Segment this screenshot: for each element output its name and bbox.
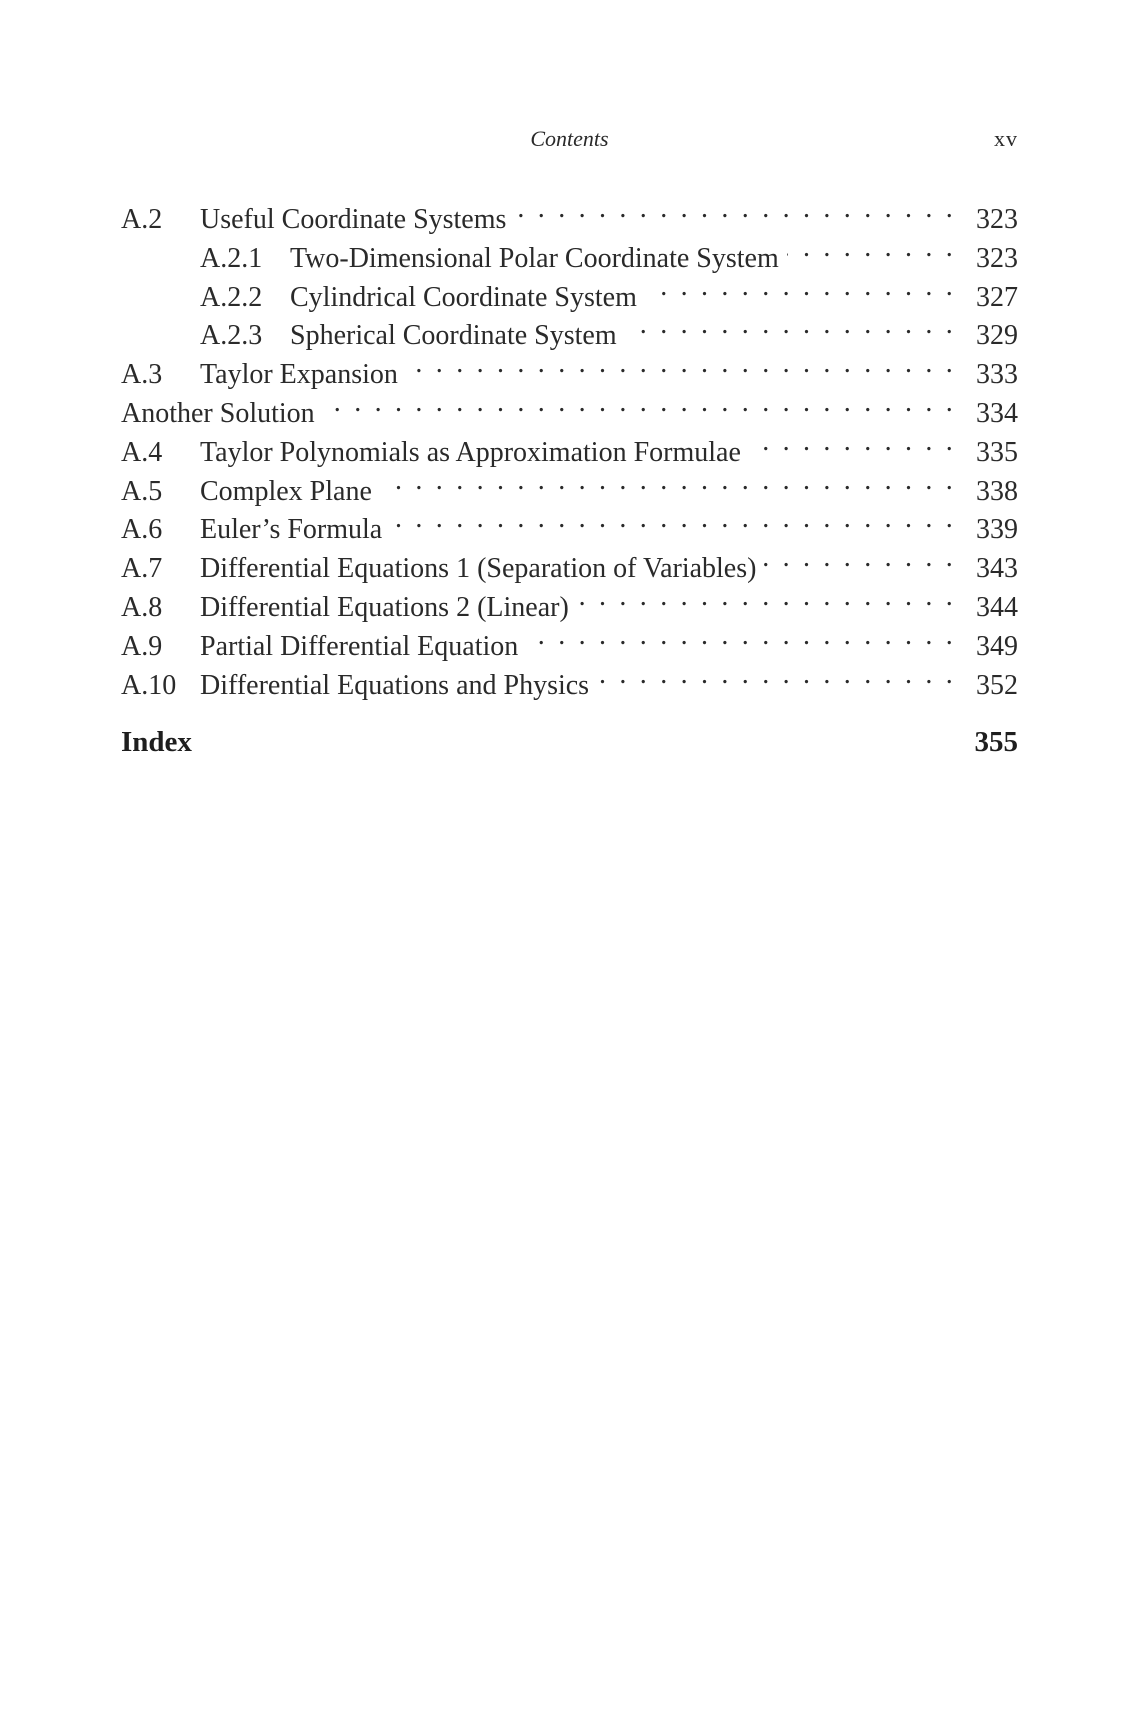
toc-entry-page: 323 [976,242,1018,274]
toc-entry-title: Differential Equations and Physics [200,669,590,701]
toc-entry-title: Partial Differential Equation [200,630,519,662]
dot-leader [323,384,956,422]
toc-entry-title: Cylindrical Coordinate System [290,281,637,313]
toc-entry-number: A.2.1 [200,242,263,274]
index-page: 355 [974,726,1018,758]
toc-entry-a9[interactable] [121,617,1018,662]
dot-leader [526,617,956,655]
toc-entry-a6[interactable] [121,500,1018,546]
toc-entry-a8[interactable] [121,578,1018,623]
toc-entry-a10[interactable] [121,656,1018,701]
dot-leader [406,345,956,383]
toc-entry-page: 349 [976,630,1018,662]
running-header [121,126,1018,158]
toc-entry-page: 339 [976,514,1018,546]
toc-entry-page: 333 [976,359,1018,391]
index-label: Index [121,726,192,758]
dot-leader [390,500,956,538]
toc-entry-a2-3[interactable] [121,306,1018,352]
dot-leader [380,462,956,500]
toc-entry-a7[interactable] [121,539,1018,585]
toc-entry-title: Differential Equations 2 (Linear) [200,591,569,623]
toc-entry-a5[interactable] [121,462,1018,507]
toc-entry-title: Euler’s Formula [200,514,383,546]
toc-entry-a4[interactable] [121,423,1018,468]
toc-entry-page: 327 [976,281,1018,313]
toc-entry-index[interactable] [121,726,1018,759]
toc-entry-title: Taylor Polynomials as Approximation Formulae [200,436,741,468]
toc-entry-a2[interactable] [121,190,1018,235]
toc-entry-page: 334 [976,397,1018,429]
toc-entry-title: Useful Coordinate Systems [200,204,507,235]
dot-leader [749,423,956,461]
toc-entry-title: Differential Equations 1 (Separation of Variables) [200,553,757,585]
toc-entry-page: 352 [976,669,1018,701]
toc-entry-number: A.9 [121,630,163,662]
dot-leader [645,268,956,306]
dot-leader [625,306,956,344]
running-header-title: Contents [530,126,609,151]
toc-entry-number: A.2.2 [200,281,263,313]
toc-entry-number: A.2 [121,204,163,235]
toc-entry-number: A.2.3 [200,320,263,352]
toc-entry-number: A.10 [121,669,177,701]
toc-entry-page: 323 [976,204,1018,235]
running-header-page-number: xv [994,126,1018,151]
toc-entry-title: Two-Dimensional Polar Coordinate System [290,242,779,274]
toc-entry-number: A.5 [121,475,163,507]
dot-leader [764,539,956,577]
toc-entry-number: A.3 [121,359,163,391]
dot-leader [597,656,956,694]
toc-entry-title: Complex Plane [200,475,372,507]
toc-entry-page: 329 [976,320,1018,352]
toc-entry-a3[interactable] [121,345,1018,391]
dot-leader [577,578,956,616]
toc-entry-number: A.6 [121,514,163,546]
toc-entry-page: 335 [976,436,1018,468]
toc-entry-a2-1[interactable] [121,229,1018,274]
toc-entry-page: 338 [976,475,1018,507]
toc-entry-title: Taylor Expansion [200,359,398,391]
toc-entry-number: A.7 [121,553,163,585]
toc-entry-number: A.4 [121,436,163,468]
toc-entry-number: A.8 [121,591,163,623]
dot-leader [514,190,956,228]
dot-leader [787,229,956,267]
toc-entry-title: Spherical Coordinate System [290,320,617,352]
table-of-contents [121,190,1018,701]
toc-entry-another-solution[interactable] [121,384,1018,429]
toc-entry-a2-2[interactable] [121,268,1018,313]
toc-entry-title: Another Solution [121,397,315,429]
toc-entry-page: 344 [976,591,1018,623]
toc-entry-page: 343 [976,553,1018,585]
